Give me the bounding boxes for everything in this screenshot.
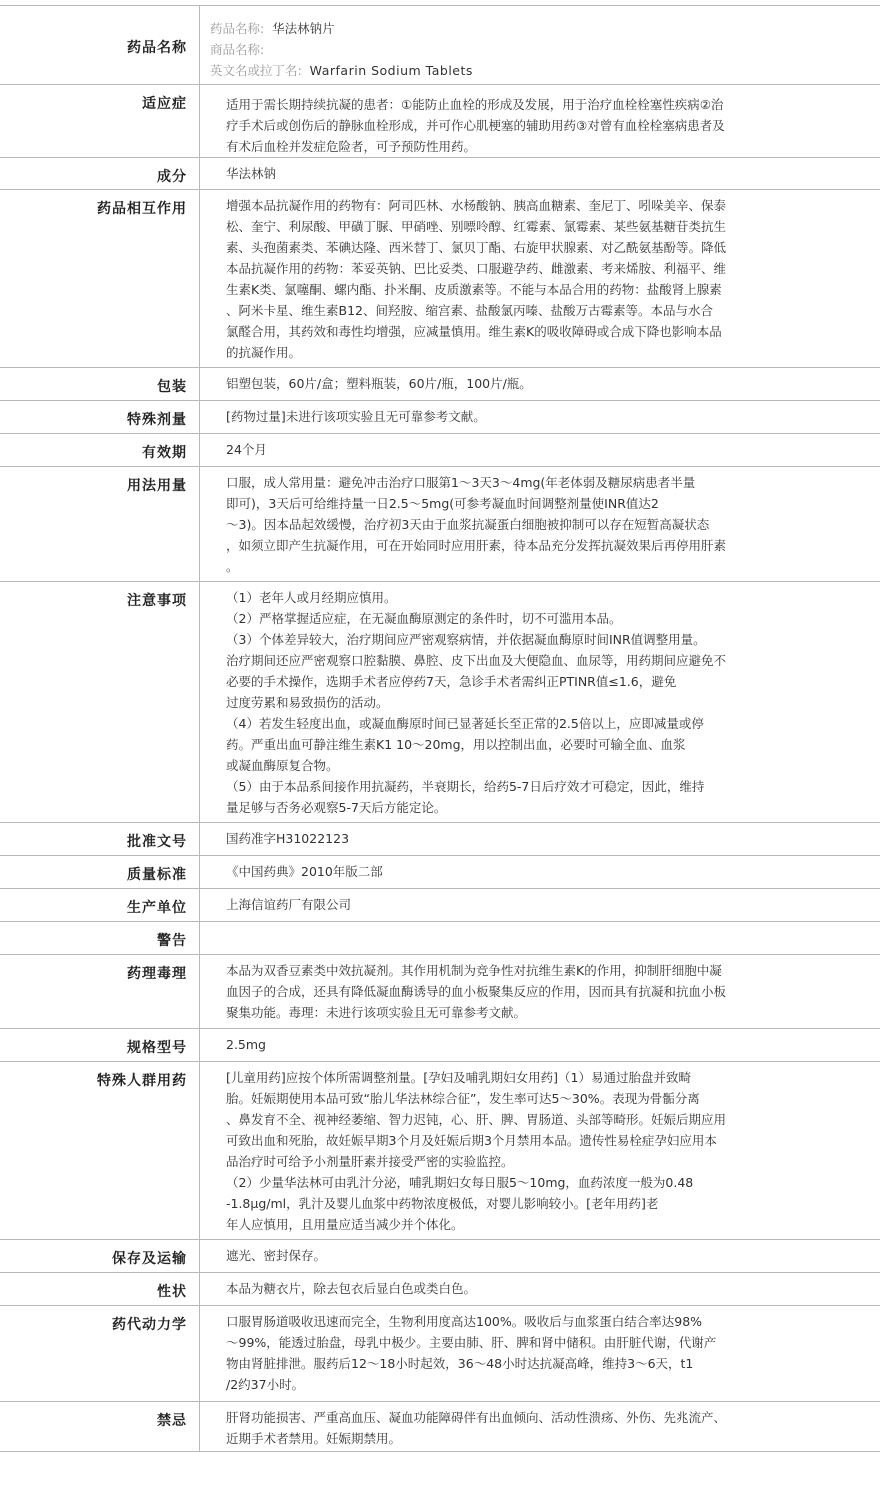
generic-name-label: 药品名称:	[210, 21, 265, 36]
special-groups-text: [儿童用药]应按个体所需调整剂量。[孕妇及哺乳期妇女用药]（1）易通过胎盘并致畸 胎。妊娠期使用本品可致“胎儿华法林综合征”，发生率可达5～30%。表现为骨骺分离 、鼻发育不全、视神经萎缩、智力迟钝，心、肝、脾、胃肠道、头部等畸形。妊娠后期应用 可致出血和死胎，故妊娠早期3个月及妊娠后期3个月禁用本品。遗传性易栓症孕妇应用本 品治疗时可给予小剂量肝素并接受严密的实验监控。 （2）少量华法林可由乳汁分泌，哺乳期妇女每日服5～10mg，血药浓度一般为0.48 -1.8μg/ml，乳汁及婴儿血浆中药物浓度极低，对婴儿影响较小。[老年用药]老 年人应慎用，且用量应适当减少并个体化。	[226, 1070, 727, 1232]
row-standard	[0, 855, 880, 888]
precautions-text: （1）老年人或月经期应慎用。 （2）严格掌握适应症，在无凝血酶原测定的条件时，切不可滥用本品。 （3）个体差异较大，治疗期间应严密观察病情，并依据凝血酶原时间INR值调整用量。 治疗期间还应严密观察口腔黏膜、鼻腔、皮下出血及大便隐血、血尿等，用药期间应避免不 必要的手术操作，选期手术者应停药7天，急诊手术者需纠正PTINR值≤1.6，避免 过度劳累和易致损伤的活动。 （4）若发生轻度出血，或凝血酶原时间已显著延长至正常的2.5倍以上，应即减量或停 药。严重出血可静注维生素K1 10～20mg，用以控制出血，必要时可输全血、血浆 或凝血酶原复合物。 （5）由于本品系间接作用抗凝药，半衰期长，给药5-7日后疗效才可稳定，因此，维持 量足够与否务必观察5-7天后方能定论。	[226, 590, 727, 815]
drug-name-block	[210, 18, 473, 81]
manufacturer-text: 上海信谊药厂有限公司	[226, 897, 352, 912]
label-pharmacokinetics: 药代动力学	[112, 1317, 187, 1333]
overdose-text: [药物过量]未进行该项实验且无可靠参考文献。	[226, 409, 486, 424]
validity-text: 24个月	[226, 442, 267, 457]
interactions-text: 增强本品抗凝作用的药物有：阿司匹林、水杨酸钠、胰高血糖素、奎尼丁、吲哚美辛、保泰 松、奎宁、利尿酸、甲磺丁脲、甲硝唑、别嘌呤醇、红霉素、氯霉素、某些氨基糖苷类抗生 素、头孢菌素类、苯碘达隆、西米替丁、氯贝丁酯、右旋甲状腺素、对乙酰氨基酚等。降低 本品抗凝作用的药物：苯妥英钠、巴比妥类、口服避孕药、雌激素、考来烯胺、利福平、维 生素K类、氯噻酮、螺内酯、扑米酮、皮质激素等。不能与本品合用的药物：盐酸肾上腺素 、阿米卡星、维生素B12、间羟胺、缩宫素、盐酸氯丙嗪、盐酸万古霉素等。本品与水合 氯醛合用，其药效和毒性均增强，应减量慎用。维生素K的吸收障碍或合成下降也影响本品 的抗凝作用。	[226, 198, 727, 360]
row-overdose	[0, 400, 880, 433]
standard-text: 《中国药典》2010年版二部	[226, 864, 383, 879]
row-special-groups	[0, 1061, 880, 1239]
pharmacokinetics-text: 口服胃肠道吸收迅速而完全，生物利用度高达100%。吸收后与血浆蛋白结合率达98% ～99%，能透过胎盘，母乳中极少。主要由肺、肝、脾和肾中储积。由肝脏代谢，代谢产 物由肾脏排泄。服药后12～18小时起效，36～48小时达抗凝高峰，维持3～6天，t1 /2约37小时。	[226, 1314, 717, 1392]
row-validity	[0, 433, 880, 466]
contraindications-text: 肝肾功能损害、严重高血压、凝血功能障碍伴有出血倾向、活动性溃疡、外伤、先兆流产、 近期手术者禁用。妊娠期禁用。	[226, 1410, 727, 1446]
dosage-text: 口服，成人常用量：避免冲击治疗口服第1～3天3～4mg(年老体弱及糖尿病患者半量 即可)，3天后可给维持量一日2.5～5mg(可参考凝血时间调整剂量使INR值达2 ～3)。因本品起效缓慢，治疗初3天由于血浆抗凝蛋白细胞被抑制可以存在短暂高凝状态 ，如须立即产生抗凝作用，可在开始同时应用肝素，待本品充分发挥抗凝效果后再停用肝素 。	[226, 475, 727, 574]
label-indication: 适应症	[142, 96, 187, 112]
label-dosage: 用法用量	[127, 478, 187, 494]
label-interactions: 药品相互作用	[97, 201, 187, 217]
trade-name-label: 商品名称:	[210, 42, 265, 57]
label-drug-name: 药品名称	[127, 40, 187, 56]
row-indication	[0, 84, 880, 157]
row-manufacturer	[0, 888, 880, 921]
row-interactions	[0, 189, 880, 367]
label-pharmacology: 药理毒理	[127, 966, 187, 982]
label-spec: 规格型号	[127, 1040, 187, 1056]
row-dosage	[0, 466, 880, 581]
row-ingredients	[0, 157, 880, 189]
row-packaging	[0, 367, 880, 400]
label-overdose: 特殊剂量	[127, 412, 187, 428]
label-storage: 保存及运输	[112, 1251, 187, 1267]
row-pharmacology	[0, 954, 880, 1028]
ingredients-text: 华法林钠	[226, 166, 277, 181]
row-drug-name	[0, 5, 880, 84]
label-contraindications: 禁忌	[157, 1413, 187, 1429]
row-approval	[0, 822, 880, 855]
appearance-text: 本品为糖衣片，除去包衣后显白色或类白色。	[226, 1281, 477, 1296]
table-bottom-border	[0, 1451, 880, 1452]
label-packaging: 包装	[157, 379, 187, 395]
pharmacology-text: 本品为双香豆素类中效抗凝剂。其作用机制为竞争性对抗维生素K的作用，抑制肝细胞中凝 血因子的合成，还具有降低凝血酶诱导的血小板聚集反应的作用，因而具有抗凝和抗血小板 聚集功能。毒理：未进行该项实验且无可靠参考文献。	[226, 963, 727, 1020]
row-pharmacokinetics	[0, 1305, 880, 1401]
spec-text: 2.5mg	[226, 1037, 266, 1052]
generic-name-value: 华法林钠片	[272, 21, 335, 36]
row-precautions	[0, 581, 880, 822]
storage-text: 遮光、密封保存。	[226, 1248, 327, 1263]
approval-text: 国药准字H31022123	[226, 831, 350, 846]
label-appearance: 性状	[157, 1284, 187, 1300]
label-approval: 批准文号	[127, 834, 187, 850]
label-manufacturer: 生产单位	[127, 900, 187, 916]
label-special-groups: 特殊人群用药	[97, 1073, 187, 1089]
english-name-value: Warfarin Sodium Tablets	[309, 63, 473, 78]
label-precautions: 注意事项	[127, 593, 187, 609]
indication-text: 适用于需长期持续抗凝的患者：①能防止血栓的形成及发展，用于治疗血栓栓塞性疾病②治 疗手术后或创伤后的静脉血栓形成，并可作心肌梗塞的辅助用药③对曾有血栓栓塞病患者及 有术后血栓并发症危险者，可予预防性用药。	[226, 97, 725, 154]
packaging-text: 铝塑包装，60片/盒；塑料瓶装，60片/瓶，100片/瓶。	[226, 376, 532, 391]
label-standard: 质量标准	[127, 867, 187, 883]
english-name-label: 英文名或拉丁名:	[210, 63, 302, 78]
label-ingredients: 成分	[157, 169, 187, 185]
row-appearance	[0, 1272, 880, 1305]
row-spec	[0, 1028, 880, 1061]
label-validity: 有效期	[142, 445, 187, 461]
row-warning	[0, 921, 880, 954]
row-storage	[0, 1239, 880, 1272]
label-warning: 警告	[157, 933, 187, 949]
row-contraindications	[0, 1401, 880, 1451]
